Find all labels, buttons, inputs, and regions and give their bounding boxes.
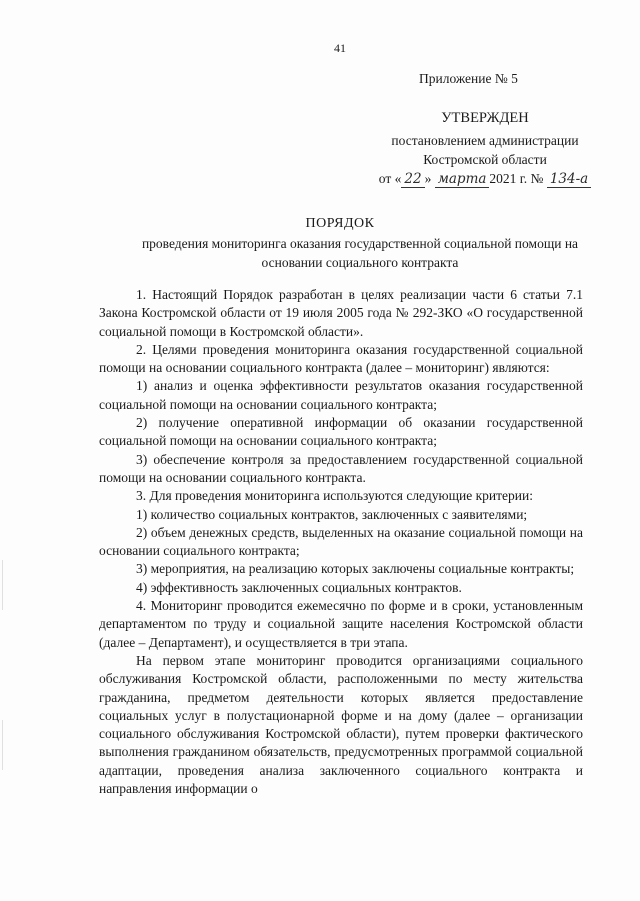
date-prefix: от «	[378, 171, 402, 186]
paragraph: На первом этапе мониторинг проводится организациями социального обслуживания Костромской области, расположенными по месту жительства гражданина, предметом деятельности которых является предоставление социальных услуг в полустационарной форме и на дому (далее – организации социального обслуживания Костромской области), путем проверки фактического выполнения гражданином обязательств, предусмотренных программой социальной адаптации, проведения анализа заключенного социального контракта и направления информации о	[99, 652, 583, 797]
paragraph: 3) обеспечение контроля за предоставлением государственной социальной помощи на основании социального контракта.	[99, 451, 583, 485]
approval-date-line	[360, 169, 610, 189]
approval-block	[360, 109, 610, 189]
paragraph: 3. Для проведения мониторинга используются следующие критерии:	[136, 488, 533, 504]
paragraph: 4. Мониторинг проводится ежемесячно по форме и в сроки, установленным департаментом по труду и социальной защите населения Костромской области (далее – Департамент), и осуществляется в три этапа.	[99, 598, 583, 650]
document-title: ПОРЯДОК	[305, 216, 375, 231]
paragraph: 2. Целями проведения мониторинга оказания государственной социальной помощи на основании социального контракта (далее – мониторинг) являются:	[99, 341, 583, 376]
page-number: 41	[334, 41, 346, 55]
appendix-label: Приложение № 5	[419, 71, 518, 86]
document-subtitle: проведения мониторинга оказания государственной социальной помощи на основании социального контракта	[141, 236, 579, 270]
date-quote-close: »	[424, 171, 432, 186]
approval-title: УТВЕРЖДЕН	[441, 110, 529, 126]
paragraph: 1. Настоящий Порядок разработан в целях реализации части 6 статьи 7.1 Закона Костромской области от 19 июля 2005 года № 292-ЗКО «О государственной социальной помощи в Костромской области».	[99, 287, 583, 339]
paragraph: 1) анализ и оценка эффективности результатов оказания государственной социальной помощи на основании социального контракта;	[99, 378, 583, 412]
paragraph: 2) объем денежных средств, выделенных на оказание социальной помощи на основании социального контракта;	[99, 524, 583, 559]
paragraph: 3) мероприятия, на реализацию которых заключены социальные контракты;	[136, 561, 575, 577]
paragraph: 2) получение оперативной информации об оказании государственной социальной помощи на основании социального контракта;	[99, 415, 583, 449]
document-body	[99, 286, 583, 798]
handwritten-month: марта	[435, 171, 490, 188]
paragraph: 1) количество социальных контрактов, заключенных с заявителями;	[136, 506, 528, 522]
scan-edge-mark	[2, 560, 3, 610]
approval-line-2: Костромской области	[423, 152, 547, 167]
date-year: 2021 г. №	[489, 171, 544, 186]
paragraph: 4) эффективность заключенных социальных контрактов.	[136, 579, 462, 595]
handwritten-number: 134-а	[547, 171, 591, 188]
handwritten-day: 22	[401, 171, 424, 188]
approval-line-1: постановлением администрации	[391, 133, 579, 148]
scan-edge-mark	[2, 720, 3, 770]
